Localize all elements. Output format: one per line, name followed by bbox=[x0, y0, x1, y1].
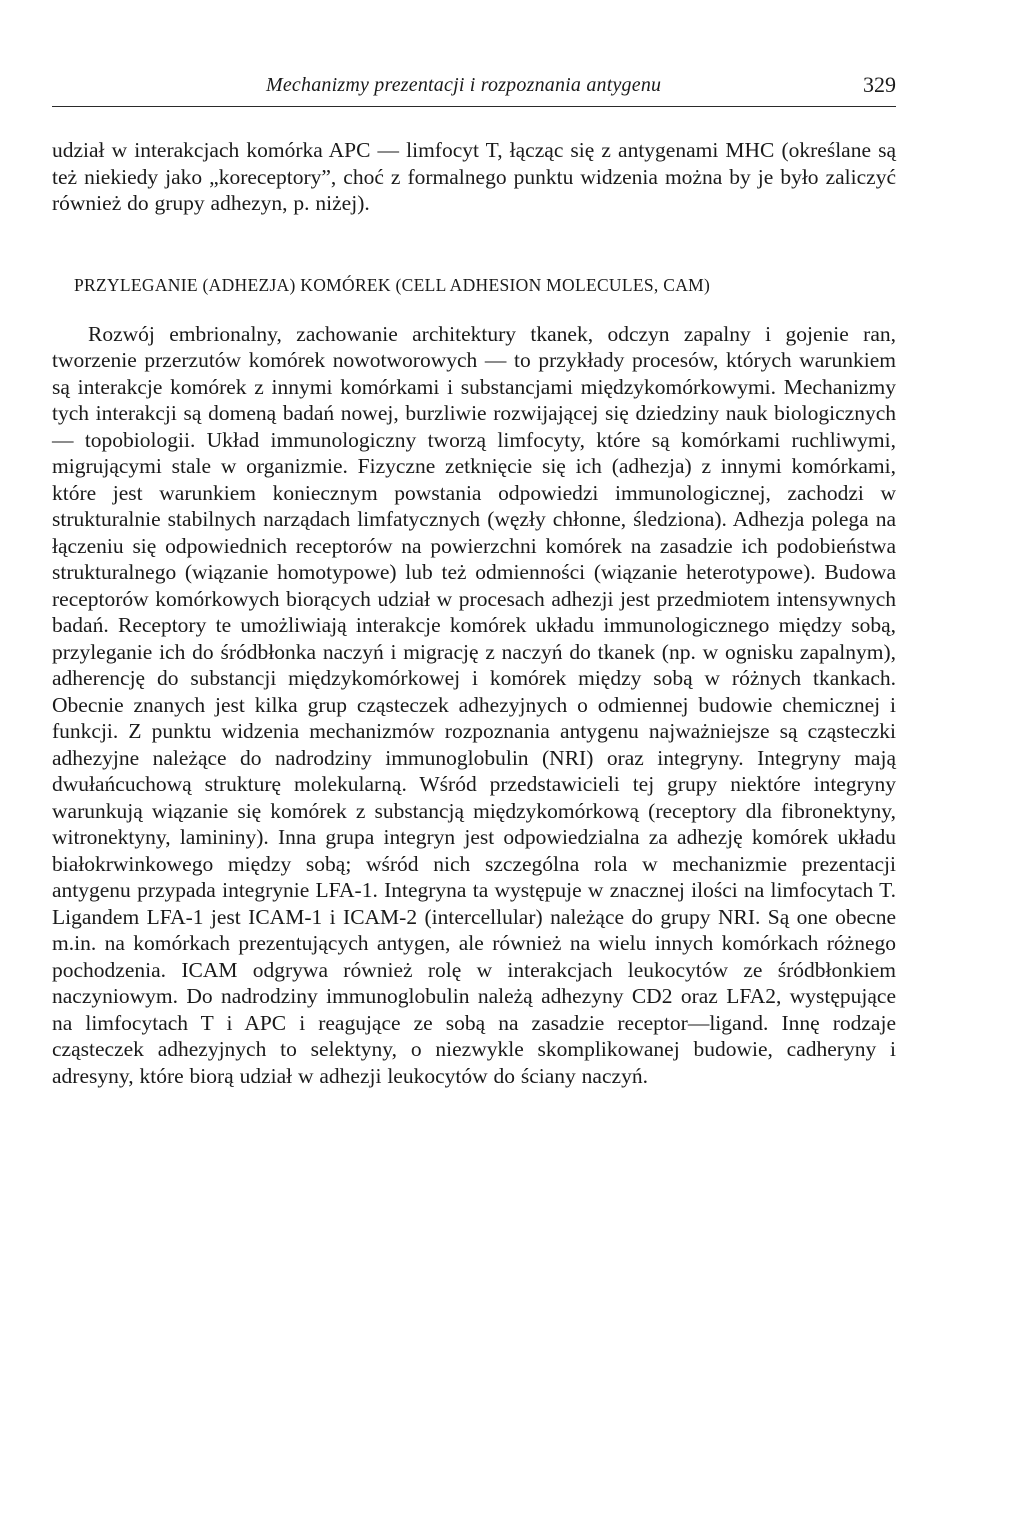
running-title: Mechanizmy prezentacji i rozpoznania antygenu bbox=[266, 74, 662, 96]
running-header bbox=[52, 72, 896, 107]
page-number: 329 bbox=[863, 72, 896, 97]
section-heading: PRZYLEGANIE (ADHEZJA) KOMÓREK (CELL ADHESION MOLECULES, CAM) bbox=[74, 274, 711, 295]
section-body-paragraph: Rozwój embrionalny, zachowanie architektury tkanek, odczyn zapalny i gojenie ran, tworzenie przerzutów komórek nowotworowych — to przykłady procesów, których warunkiem są interakcje komórek z innymi komórkami i substancjami międzykomórkowymi. Mechanizmy tych interakcji są domeną badań nowej, burzliwie rozwijającej się dziedziny nauk biologicznych — topobiologii. Układ immunologiczny tworzą limfocyty, które są komórkami ruchliwymi, migrującymi stale w organizmie. Fizyczne zetknięcie się ich (adhezja) z innymi komórkami, które jest warunkiem koniecznym powstania odpowiedzi immunologicznej, zachodzi w strukturalnie stabilnych narządach limfatycznych (węzły chłonne, śledziona). Adhezja polega na łączeniu się odpowiednich receptorów na powierzchni komórek na zasadzie ich podobieństwa strukturalnego (wiązanie homotypowe) lub też odmienności (wiązanie heterotypowe). Budowa receptorów komórkowych biorących udział w procesach adhezji jest przedmiotem intensywnych badań. Receptory te umożliwiają interakcje komórek układu immunologicznego między sobą, przyleganie ich do śródbłonka naczyń i migrację z naczyń do tkanek (np. w ognisku zapalnym), adherencję do substancji międzykomórkowej i komórek między sobą w różnych tkankach. Obecnie znanych jest kilka grup cząsteczek adhezyjnych o odmiennej budowie chemicznej i funkcji. Z punktu widzenia mechanizmów rozpoznania antygenu najważniejsze są cząsteczki adhezyjne należące do nadrodziny immunoglobulin (NRI) oraz integryny. Integryny mają dwułańcuchową strukturę molekularną. Wśród przedstawicieli tej grupy niektóre integryny warunkują wiązanie się komórek z substancją międzykomórkową (receptory dla fibronektyny, witronektyny, lamininy). Inna grupa integryn jest odpowiedzialna za adhezję komórek układu białokrwinkowego między sobą; wśród nich szczególna rola w mechanizmie prezentacji antygenu przypada integrynie LFA-1. Integryna ta występuje w znacznej ilości na limfocytach T. Ligandem LFA-1 jest ICAM-1 i ICAM-2 (intercellular) należące do grupy NRI. Są one obecne m.in. na komórkach prezentujących antygen, ale również na wielu innych komórkach różnego pochodzenia. ICAM odgrywa również rolę w interakcjach leukocytów ze śródbłonkiem naczyniowym. Do nadrodziny immunoglobulin należą adhezyny CD2 oraz LFA2, występujące na limfocytach T i APC i reagujące ze sobą na zasadzie receptor—ligand. Innę rodzaje cząsteczek adhezyjnych to selektyny, o niezwykle skomplikowanej budowie, cadheryny i adresyny, które biorą udział w adhezji leukocytów do ściany naczyń. bbox=[52, 321, 896, 1088]
book-page bbox=[52, 72, 896, 1089]
intro-paragraph: udział w interakcjach komórka APC — limfocyt T, łącząc się z antygenami MHC (określane są też niekiedy jako „koreceptory”, choć z formalnego punktu widzenia można by je było zaliczyć również do grupy adhezyn, p. niżej). bbox=[52, 138, 896, 215]
